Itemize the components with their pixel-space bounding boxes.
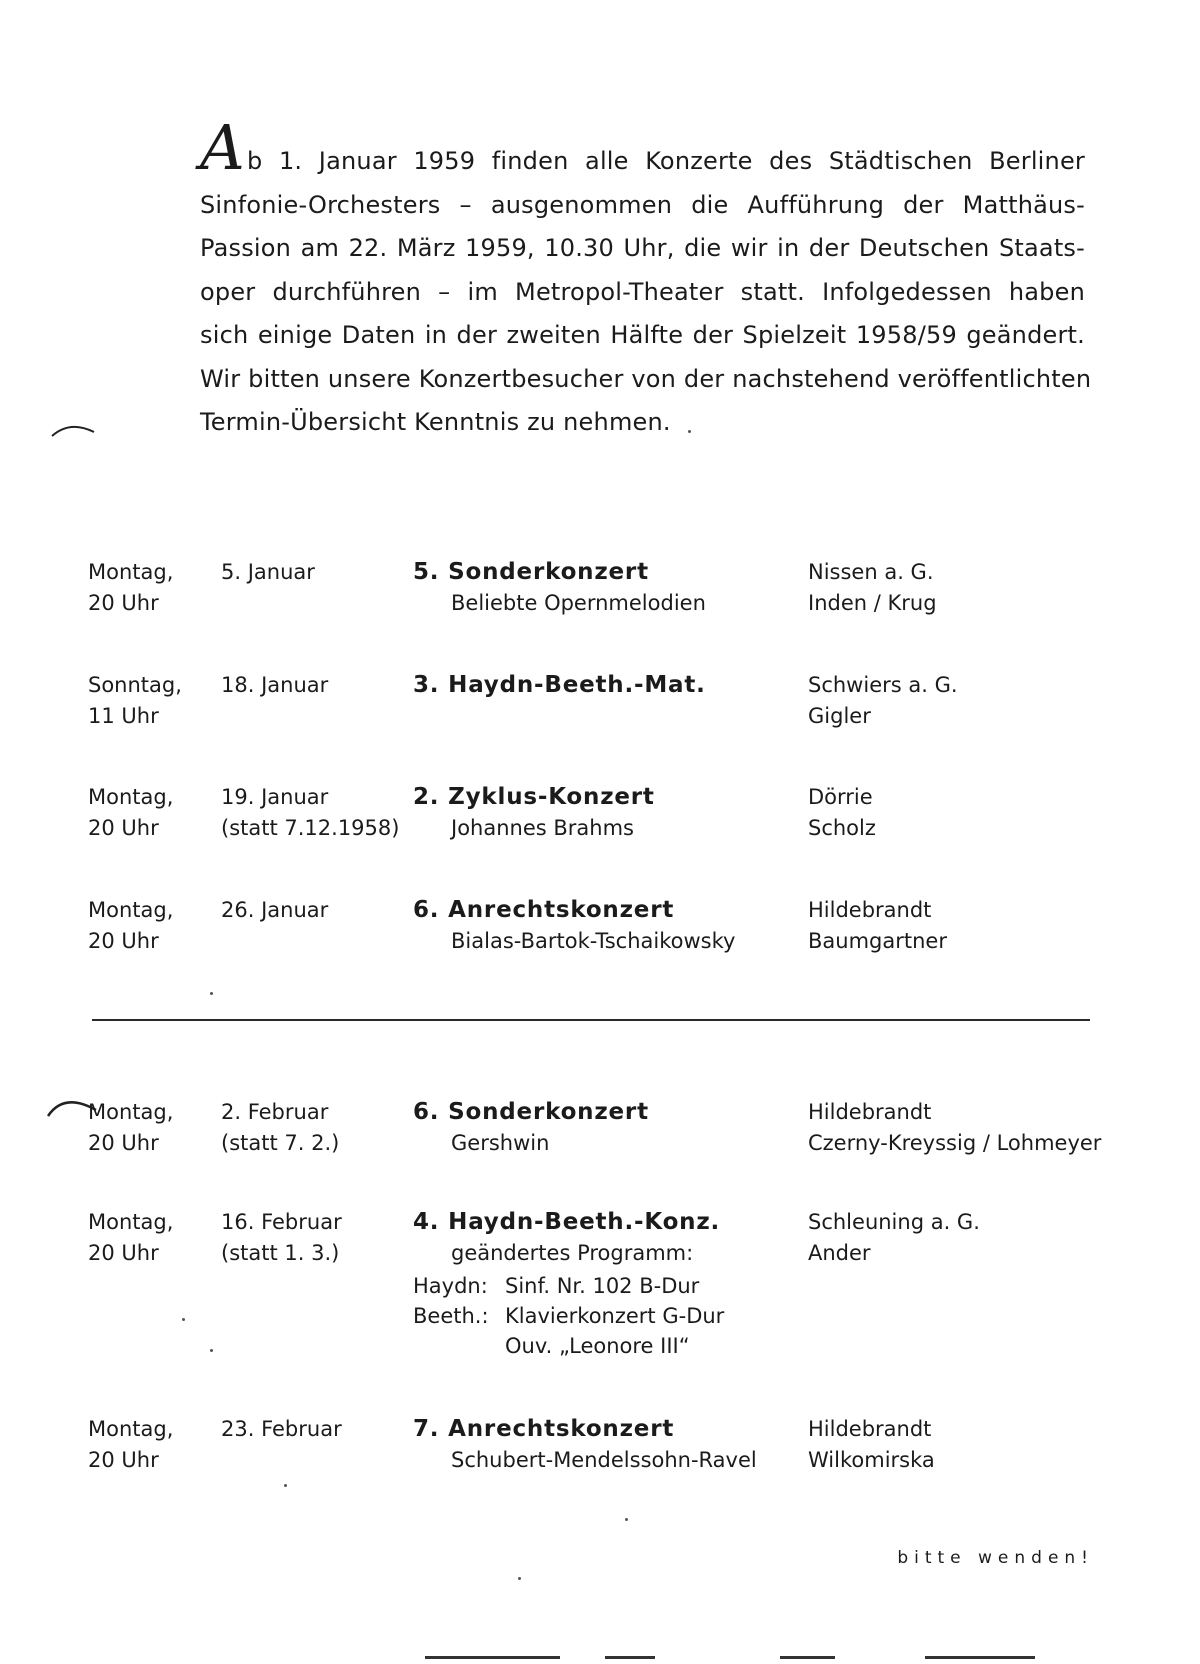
time: 20 Uhr bbox=[88, 1131, 159, 1155]
footer-rule bbox=[780, 1656, 835, 1659]
date: 26. Januar bbox=[221, 898, 329, 922]
soloist: Scholz bbox=[808, 816, 876, 840]
program-title: 3. Haydn-Beeth.-Mat. bbox=[413, 672, 706, 698]
program-title: 2. Zyklus-Konzert bbox=[413, 784, 655, 810]
composer-label: Haydn: bbox=[413, 1274, 488, 1298]
composer-label: Beeth.: bbox=[413, 1304, 489, 1328]
soloist: Ander bbox=[808, 1241, 871, 1265]
footer-rule bbox=[605, 1656, 655, 1659]
margin-mark bbox=[50, 420, 98, 440]
date: 2. Februar bbox=[221, 1100, 329, 1124]
work-title: Sinf. Nr. 102 B-Dur bbox=[505, 1274, 700, 1298]
footer-rule bbox=[425, 1656, 560, 1659]
speck bbox=[182, 1318, 185, 1321]
section-divider bbox=[92, 1019, 1090, 1021]
time: 20 Uhr bbox=[88, 816, 159, 840]
time: 20 Uhr bbox=[88, 591, 159, 615]
program-subtitle: Johannes Brahms bbox=[451, 816, 634, 840]
program-subtitle: Schubert-Mendelssohn-Ravel bbox=[451, 1448, 757, 1472]
speck bbox=[210, 1349, 213, 1352]
weekday: Montag, bbox=[88, 560, 174, 584]
drop-cap: A bbox=[200, 111, 245, 184]
intro-line: Termin-Übersicht Kenntnis zu nehmen. bbox=[200, 408, 671, 436]
time: 20 Uhr bbox=[88, 929, 159, 953]
speck bbox=[688, 430, 691, 433]
conductor: Hildebrandt bbox=[808, 1417, 932, 1441]
time: 11 Uhr bbox=[88, 704, 159, 728]
speck bbox=[284, 1484, 287, 1487]
soloist: Czerny-Kreyssig / Lohmeyer bbox=[808, 1131, 1102, 1155]
conductor: Schleuning a. G. bbox=[808, 1210, 980, 1234]
intro-line: sich einige Daten in der zweiten Hälfte der Spielzeit 1958/59 geändert. bbox=[200, 321, 1085, 349]
program-title: 4. Haydn-Beeth.-Konz. bbox=[413, 1209, 721, 1235]
weekday: Montag, bbox=[88, 785, 174, 809]
program-subtitle: Gershwin bbox=[451, 1131, 550, 1155]
work-title: Klavierkonzert G-Dur Ouv. „Leonore III“ bbox=[505, 1304, 725, 1358]
program-subtitle: Bialas-Bartok-Tschaikowsky bbox=[451, 929, 736, 953]
intro-paragraph bbox=[200, 111, 1092, 445]
program-subtitle: Beliebte Opernmelodien bbox=[451, 591, 706, 615]
weekday: Montag, bbox=[88, 898, 174, 922]
date-note: (statt 1. 3.) bbox=[221, 1241, 340, 1265]
weekday: Montag, bbox=[88, 1417, 174, 1441]
weekday: Montag, bbox=[88, 1210, 174, 1234]
weekday: Montag, bbox=[88, 1100, 174, 1124]
program-subtitle: geändertes Programm: bbox=[451, 1241, 694, 1265]
weekday: Sonntag, bbox=[88, 673, 182, 697]
speck bbox=[518, 1577, 521, 1580]
page-turn-note: bitte wenden! bbox=[897, 1548, 1094, 1568]
date: 5. Januar bbox=[221, 560, 315, 584]
conductor: Hildebrandt bbox=[808, 898, 932, 922]
conductor: Hildebrandt bbox=[808, 1100, 932, 1124]
conductor: Schwiers a. G. bbox=[808, 673, 958, 697]
program-title: 5. Sonderkonzert bbox=[413, 559, 649, 585]
intro-line: oper durchführen – im Metropol-Theater statt. Infolgedessen haben bbox=[200, 277, 1085, 306]
date: 18. Januar bbox=[221, 673, 329, 697]
intro-line: Passion am 22. März 1959, 10.30 Uhr, die wir in der Deutschen Staats- bbox=[200, 234, 1085, 262]
program-title: 6. Sonderkonzert bbox=[413, 1099, 649, 1125]
soloist: Wilkomirska bbox=[808, 1448, 935, 1472]
program-detail-item bbox=[413, 1301, 793, 1361]
speck bbox=[625, 1518, 628, 1521]
intro-line bbox=[200, 111, 1085, 184]
program-title: 6. Anrechtskonzert bbox=[413, 897, 675, 923]
date: 19. Januar bbox=[221, 785, 329, 809]
soloist: Gigler bbox=[808, 704, 871, 728]
program-details bbox=[413, 1271, 793, 1361]
footer-rule bbox=[925, 1656, 1035, 1659]
speck bbox=[210, 992, 213, 995]
time: 20 Uhr bbox=[88, 1241, 159, 1265]
date: 16. Februar bbox=[221, 1210, 342, 1234]
date-note: (statt 7. 2.) bbox=[221, 1131, 340, 1155]
conductor: Nissen a. G. bbox=[808, 560, 934, 584]
intro-line-text: b 1. Januar 1959 finden alle Konzerte des Städtischen Berliner bbox=[246, 147, 1085, 175]
program-detail-item bbox=[413, 1271, 793, 1301]
program-title: 7. Anrechtskonzert bbox=[413, 1416, 675, 1442]
intro-line: Sinfonie-Orchesters – ausgenommen die Aufführung der Matthäus- bbox=[200, 190, 1085, 219]
date-note: (statt 7.12.1958) bbox=[221, 816, 400, 840]
soloist: Baumgartner bbox=[808, 929, 947, 953]
date: 23. Februar bbox=[221, 1417, 342, 1441]
soloist: Inden / Krug bbox=[808, 591, 937, 615]
intro-line: Wir bitten unsere Konzertbesucher von der nachstehend veröffentlichten bbox=[200, 364, 1092, 393]
conductor: Dörrie bbox=[808, 785, 873, 809]
time: 20 Uhr bbox=[88, 1448, 159, 1472]
